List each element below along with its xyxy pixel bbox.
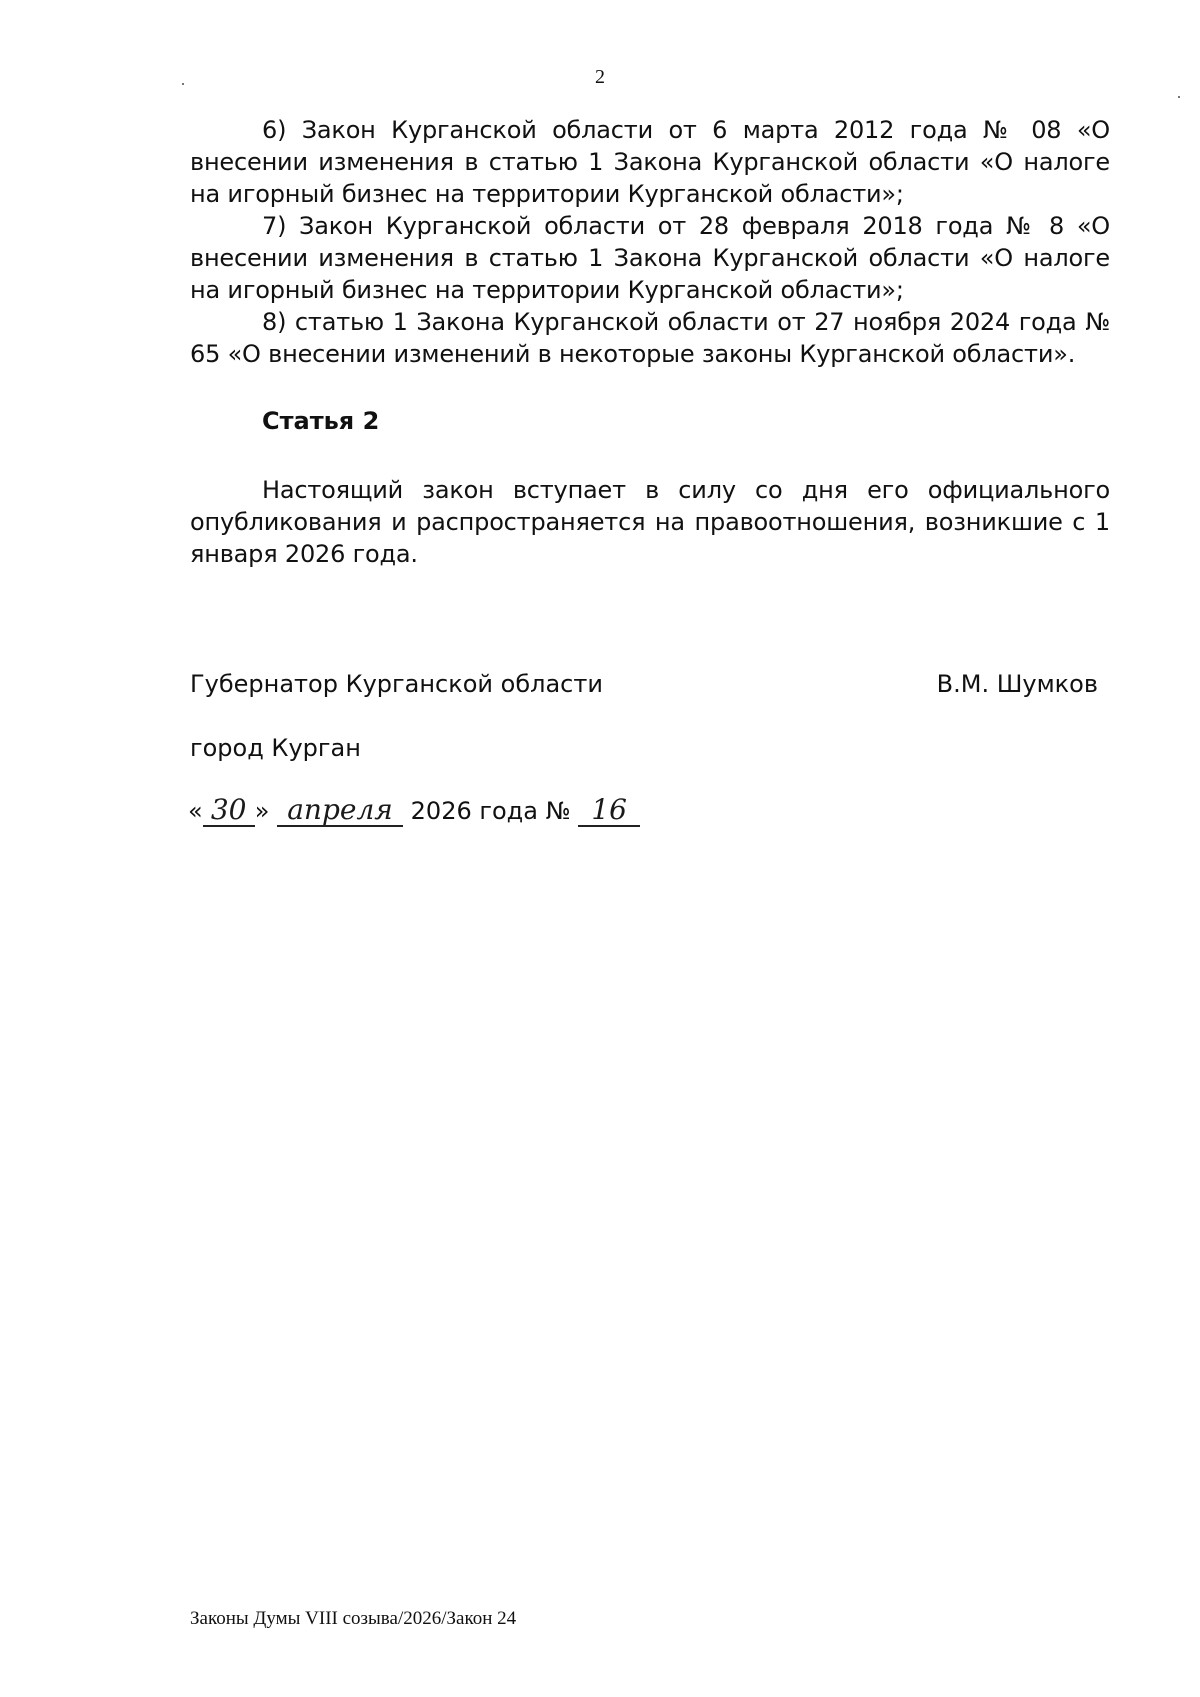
article-heading: Статья 2 xyxy=(262,407,380,435)
city-line: город Курган xyxy=(190,734,361,762)
signatory-name: В.М. Шумков xyxy=(936,670,1098,698)
list-item: 8) статью 1 Закона Курганской области от 27 ноября 2024 года № 65 «О внесении изменений в некоторые законы Курганской области». xyxy=(190,308,1110,368)
close-quote: » xyxy=(254,797,270,825)
open-quote: « xyxy=(188,797,203,825)
article-text: Настоящий закон вступает в силу со дня его официального опубликования и распространяется на правоотношения, возникшие с 1 января 2026 года. xyxy=(190,476,1110,568)
page-number: 2 xyxy=(595,66,605,88)
footer-path: Законы Думы VIII созыва/2026/Закон 24 xyxy=(190,1608,517,1629)
scan-artifact xyxy=(1178,96,1180,98)
signatory-position: Губернатор Курганской области xyxy=(190,670,603,698)
date-line xyxy=(188,795,640,827)
handwritten-law-number: 16 xyxy=(578,795,640,827)
scan-artifact xyxy=(182,83,184,85)
year-text: 2026 года № xyxy=(410,797,571,825)
repealed-laws-list xyxy=(190,114,1110,370)
signature-block xyxy=(190,670,1098,698)
handwritten-day: 30 xyxy=(203,795,255,827)
handwritten-month: апреля xyxy=(277,795,403,827)
list-item: 6) Закон Курганской области от 6 марта 2012 года № 08 «О внесении изменения в статью 1 Закона Курганской области «О налоге на игорный бизнес на территории Курганской области»; xyxy=(190,116,1110,208)
article-body xyxy=(190,474,1110,570)
list-item: 7) Закон Курганской области от 28 февраля 2018 года № 8 «О внесении изменения в статью 1 Закона Курганской области «О налоге на игорный бизнес на территории Курганской области»; xyxy=(190,212,1110,304)
